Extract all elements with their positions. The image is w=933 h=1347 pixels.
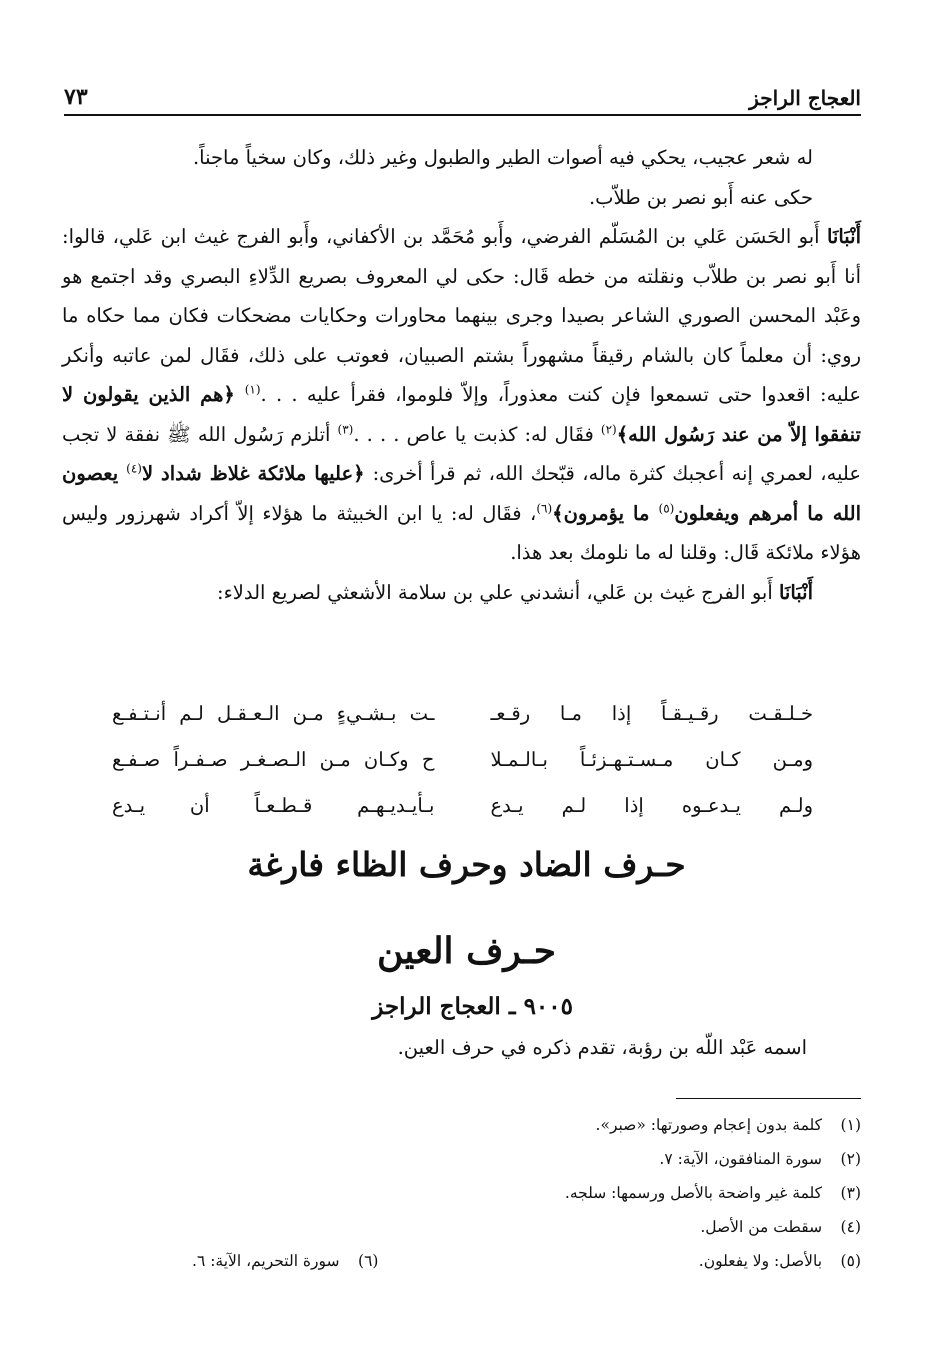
- quran-quote-2a: ﴿عليها ملائكة غلاظ شداد لا: [141, 462, 373, 485]
- footnote-ref-6: (٦): [536, 501, 553, 515]
- paragraph-2-text-3: أتلزم رَسُول الله ﷺ نفقة لا تجب عليه، لعمري إنه أعجبك كثرة ماله، قبّحك الله، ثم قرأ أخرى:: [62, 422, 862, 485]
- quran-quote-1: ﴿هم الذين يقولون لا تنفقوا إلاّ من عند رَسُول الله﴾: [62, 383, 861, 446]
- poem-verse: [112, 690, 813, 736]
- verse-3-second-hemistich: بـأيـديـهـم قـطـعـاً أن يـدع: [112, 793, 435, 817]
- letter-heading: حـرف العين: [376, 930, 557, 972]
- footnote-text: بالأصل: ولا يفعلون.: [698, 1252, 823, 1270]
- running-head: العجاج الراجز: [749, 86, 861, 110]
- paragraph-2-text-1: أَبو الحَسَن عَلي بن المُسَلّم الفرضي، وأَبو مُحَمَّد بن الأكفاني، وأَبو الفرج غيث ابن عَلي، قالوا: أنا أَبو نصر بن طلاّب ونقلته من خطه قَال: حكى لي المعروف بصريع الدِّلاءِ البصري وقد اجتمع هو وعَبْد المحسن الصوري الشاعر بصيدا وجرى بينهما محاورات وحكايات مضحكات فكان مما حكاه ما روي: أن معلماً كان بالشام رقيقاً مشهوراً بشتم الصبيان، فعوتب على ذلك، فقَال لمن عاتبه وأنكر عليه: اقعدوا حتى تسمعوا فإن كنت معذوراً، وإلاّ فلوموا، فقرأ عليه . . .: [62, 225, 861, 406]
- footnote-ref-3: (٣): [337, 422, 354, 436]
- section-title: حـرف الضاد وحرف الظاء فارغة: [247, 845, 686, 884]
- verse-2-second-hemistich: ح وكـان مـن الـصـغـر صـفـراً صـفـع: [112, 747, 435, 771]
- footnote-number: (٤): [840, 1218, 861, 1236]
- footnotes: [72, 1108, 861, 1278]
- footnote-item: [699, 1244, 861, 1278]
- anbana-lead-2: أَنْبَانَا: [778, 580, 813, 604]
- footnote-number: (١): [840, 1116, 861, 1134]
- verse-3-first-hemistich: ولـم يـدعـوه إذا لـم يـدع: [490, 793, 813, 817]
- page-header: [64, 74, 861, 116]
- footnote-item: [72, 1210, 861, 1244]
- paragraph-2-text-4: ، فقَال له: يا ابن الخبيثة ما هؤلاء إلاّ أكراد شهرزور وليس هؤلاء ملائكة قَال: وقلنا له ما نلومك بعد هذا.: [62, 501, 861, 564]
- footnote-item: [72, 1108, 861, 1142]
- footnote-item: [192, 1244, 378, 1278]
- anbana-lead: أَنْبَانَا: [826, 225, 861, 248]
- footnote-ref-4: (٤): [126, 461, 142, 476]
- entry-title: ٩٠٠٥ ـ العجاج الراجز: [372, 993, 573, 1020]
- page-number: ٧٣: [64, 84, 88, 110]
- paragraph-3: [62, 573, 861, 613]
- footnote-number: (٣): [840, 1184, 861, 1202]
- footnote-row: [72, 1244, 861, 1278]
- paragraph-2-text-2: فقَال له: كذبت يا عاص . . . .: [353, 422, 601, 446]
- footnote-number: (٦): [358, 1252, 379, 1270]
- main-text: [62, 138, 861, 612]
- footnote-number: (٥): [840, 1252, 861, 1270]
- verse-1-first-hemistich: خـلـقـت رقـيـقـاً إذا مـا رقـعـ: [490, 701, 813, 725]
- paragraph-3-text: أَبو الفرج غيث بن عَلي، أنشدني علي بن سلامة الأشعثي لصريع الدلاء:: [217, 580, 779, 604]
- paragraph-1a: له شعر عجيب، يحكي فيه أصوات الطير والطبول وغير ذلك، وكان سخياً ماجناً.: [192, 146, 813, 169]
- poem-verse: [112, 736, 813, 782]
- footnote-ref-2: (٢): [600, 422, 617, 436]
- footnote-ref-5: (٥): [658, 501, 675, 515]
- footnote-divider: [676, 1098, 861, 1099]
- verse-2-first-hemistich: ومـن كـان مـسـتـهـزئـاً بـالـمـلا: [490, 747, 813, 771]
- footnote-text: سقطت من الأصل.: [700, 1218, 823, 1236]
- poem: [112, 690, 813, 828]
- entry-text: اسمه عَبْد اللّه بن رؤبة، تقدم ذكره في حرف العين.: [397, 1036, 807, 1059]
- footnote-text: سورة المنافقون، الآية: ٧.: [659, 1150, 823, 1168]
- footnote-text: كلمة بدون إعجام وصورتها: «صبر».: [595, 1116, 823, 1134]
- footnote-number: (٢): [840, 1150, 861, 1168]
- footnote-item: [72, 1142, 861, 1176]
- quran-quote-2c: ما يؤمرون﴾: [552, 501, 659, 525]
- footnote-item: [72, 1176, 861, 1210]
- footnote-text: كلمة غير واضحة بالأصل ورسمها: سلجه.: [564, 1184, 823, 1202]
- footnote-text: سورة التحريم، الآية: ٦.: [192, 1252, 340, 1270]
- verse-1-second-hemistich: ـت بـشـيءٍ مـن الـعـقـل لـم أنـتـفـع: [112, 701, 435, 725]
- quran-quote-2b: يعصون الله ما أمرهم ويفعلون: [62, 462, 861, 525]
- paragraph-2: [62, 217, 861, 573]
- paragraph-1b: حكى عنه أَبو نصر بن طلاّب.: [588, 185, 813, 209]
- poem-verse: [112, 782, 813, 828]
- footnote-ref-1: (١): [244, 382, 261, 397]
